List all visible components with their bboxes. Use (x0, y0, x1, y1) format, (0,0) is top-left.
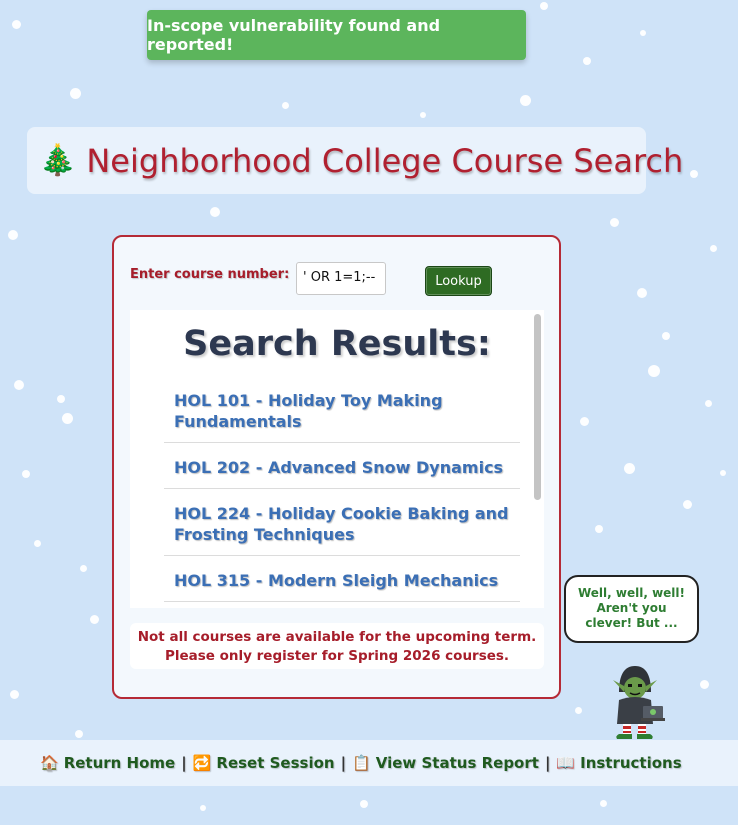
results-scrollbar[interactable] (532, 312, 542, 606)
footer-separator: | (181, 754, 187, 772)
christmas-tree-icon: 🎄 (39, 143, 77, 178)
book-icon: 📖 (556, 754, 576, 772)
elf-speech-bubble (564, 575, 699, 643)
footer-nav (0, 740, 738, 786)
term-notice (130, 623, 544, 669)
footer-separator: | (544, 754, 551, 772)
repeat-icon: 🔁 (192, 754, 212, 772)
result-item[interactable]: HOL 224 - Holiday Cookie Baking and Frosting Techniques (164, 503, 520, 556)
bubble-line-3: clever! But ... (585, 616, 678, 630)
footer-separator: | (340, 754, 347, 772)
result-item[interactable]: HOL 202 - Advanced Snow Dynamics (164, 457, 520, 489)
notice-line-2: Please only register for Spring 2026 courses. (164, 648, 510, 664)
view-status-report-label: View Status Report (375, 754, 539, 772)
results-heading: Search Results: (183, 324, 491, 364)
clipboard-icon: 📋 (352, 754, 371, 772)
lookup-button[interactable]: Lookup (425, 266, 492, 296)
search-results (130, 310, 544, 608)
success-toast (147, 10, 526, 60)
view-status-report-link[interactable] (352, 754, 539, 772)
page-title: Neighborhood College Course Search (86, 141, 684, 180)
scrollbar-thumb[interactable] (534, 314, 541, 500)
return-home-link[interactable] (40, 754, 175, 772)
result-item[interactable]: HOL 101 - Holiday Toy Making Fundamentals (164, 390, 520, 443)
reset-session-label: Reset Session (216, 754, 335, 772)
results-list (164, 390, 520, 608)
notice-line-1: Not all courses are available for the upcoming term. (137, 629, 537, 645)
course-number-label: Enter course number: (130, 267, 290, 282)
bubble-line-1: Well, well, well! (577, 586, 686, 600)
instructions-label: Instructions (580, 754, 682, 772)
return-home-label: Return Home (63, 754, 176, 772)
toast-message: In-scope vulnerability found and reported! (147, 16, 441, 54)
instructions-link[interactable] (556, 754, 681, 772)
reset-session-link[interactable] (193, 754, 335, 772)
course-search-panel (112, 235, 561, 699)
elf-hacker-icon (605, 662, 669, 742)
page-header (27, 127, 684, 194)
course-number-input[interactable]: ' OR 1=1;-- (296, 262, 386, 295)
house-icon: 🏠 (40, 754, 59, 772)
result-item[interactable]: HOL 315 - Modern Sleigh Mechanics (164, 570, 520, 602)
bubble-line-2: Aren't you (596, 601, 667, 615)
